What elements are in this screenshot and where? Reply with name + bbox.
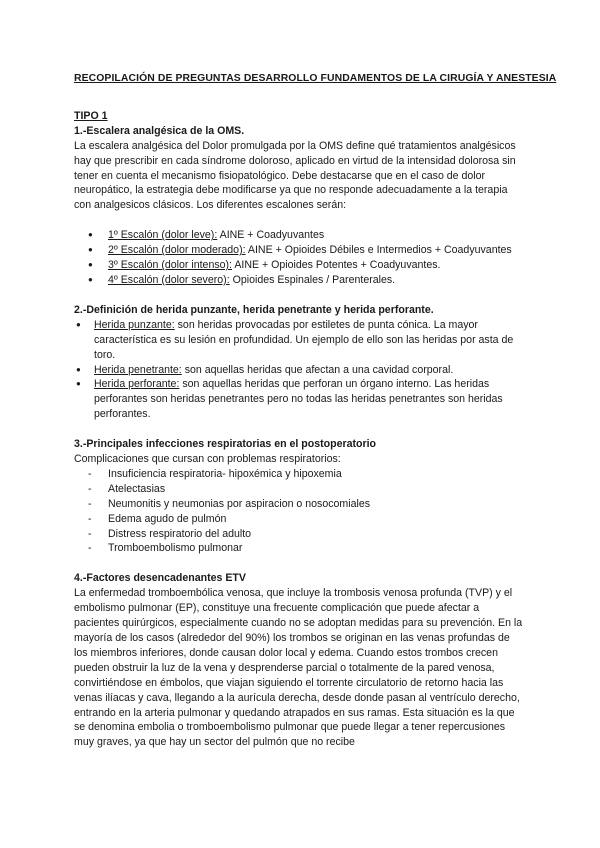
list-item-label: 3º Escalón (dolor intenso):: [108, 259, 232, 272]
list-item-text: AINE + Coadyuvantes: [217, 229, 325, 242]
list-item-text: Opioides Espinales / Parenterales.: [229, 273, 396, 286]
list-item: [74, 228, 526, 243]
list-item-text: AINE + Opioides Débiles e Intermedios + Coadyuvantes: [245, 244, 512, 257]
list-item: - Tromboembolismo pulmonar: [74, 541, 526, 556]
list-item-label: 1º Escalón (dolor leve):: [108, 229, 218, 242]
list-item: - Atelectasias: [74, 482, 526, 497]
list-item-label: Herida penetrante:: [94, 363, 182, 376]
section-1-heading: 1.-Escalera analgésica de la OMS.: [74, 124, 245, 137]
list-item-label: Herida punzante:: [94, 318, 175, 331]
list-item-text: son aquellas heridas que perforan un órgano interno. Las heridas perforantes son heridas penetrantes pero no todas las heridas penetrantes son heridas perforantes.: [94, 378, 503, 421]
list-item: [74, 318, 526, 363]
list-item-text: son aquellas heridas que afectan a una cavidad corporal.: [181, 363, 454, 376]
list-item-label: Herida perforante:: [94, 378, 180, 391]
list-item-text: AINE + Opioides Potentes + Coadyuvantes.: [232, 259, 441, 272]
section-3-heading: 3.-Principales infecciones respiratorias en el postoperatorio: [74, 438, 377, 451]
list-item: [74, 273, 526, 288]
document-title: RECOPILACIÓN DE PREGUNTAS DESARROLLO FUNDAMENTOS DE LA CIRUGÍA Y ANESTESIA: [74, 73, 557, 84]
list-item: [74, 243, 526, 258]
section-1-list: [74, 228, 526, 288]
section-1-body: La escalera analgésica del Dolor promulgada por la OMS define qué tratamientos analgésicos hay que prescribir en cada síndrome doloroso, aplicado en virtud de la intensidad dolorosa sin tener en cuenta el mecanismo fisiopatológico. Debe destacarse que en el caso de dolor neuropático, la estrategia debe modificarse ya que no responde adecuadamente a la terapia con analgesicos clásicos. Los diferentes escalones serán:: [74, 139, 516, 212]
list-item: [74, 377, 526, 422]
list-item: - Edema agudo de pulmón: [74, 512, 526, 527]
section-4-body: La enfermedad tromboembólica venosa, que incluye la trombosis venosa profunda (TVP) y el embolismo pulmonar (EP), constituye una frecuente complicación que puede afectar a pacientes quirúrgicos, especialmente cuando no se adoptan medidas para su prevención. En la mayoría de los casos (alrededor del 90%) los trombos se originan en las venas profundas de los miembros inferiores, donde causan dolor local y edema. Cuando estos trombos crecen pueden obstruir la luz de la vena y desprenderse parcial o totalmente de la pared venosa, convirtiéndose en émbolos, que viajan siguiendo el torrente circulatorio de retorno hacia las venas ilíacas y cava, llegando a la aurícula derecha, desde donde pasan al ventrículo derecho, entrando en la arteria pulmonar y quedando atrapados en sus ramas. Esta situación es la que se denomina embolia o tromboembolismo pulmonar que puede llegar a tener repercusiones muy graves, ya que hay un sector del pulmón que no recibe: [74, 587, 523, 749]
list-item-label: 4º Escalón (dolor severo):: [108, 273, 230, 286]
section-2-list: [74, 318, 526, 422]
list-item: - Neumonitis y neumonias por aspiracion o nosocomiales: [74, 497, 526, 512]
list-item: - Distress respiratorio del adulto: [74, 527, 526, 542]
list-item: - Insuficiencia respiratoria- hipoxémica y hipoxemia: [74, 467, 526, 482]
section-4-heading: 4.-Factores desencadenantes ETV: [74, 572, 246, 585]
list-item: [74, 258, 526, 273]
list-item-label: 2º Escalón (dolor moderado):: [108, 244, 246, 257]
list-item: [74, 363, 526, 378]
list-item-text: son heridas provocadas por estiletes de punta cónica. La mayor característica es su lesión en profundidad. Un ejemplo de ello son las heridas por asta de toro.: [94, 318, 514, 361]
section-3-list: [74, 467, 526, 556]
document-page: [74, 72, 557, 750]
section-3-intro: Complicaciones que cursan con problemas respiratorios:: [74, 453, 341, 466]
section-type-label: TIPO 1: [74, 109, 108, 122]
section-2-heading: 2.-Definición de herida punzante, herida penetrante y herida perforante.: [74, 303, 434, 316]
